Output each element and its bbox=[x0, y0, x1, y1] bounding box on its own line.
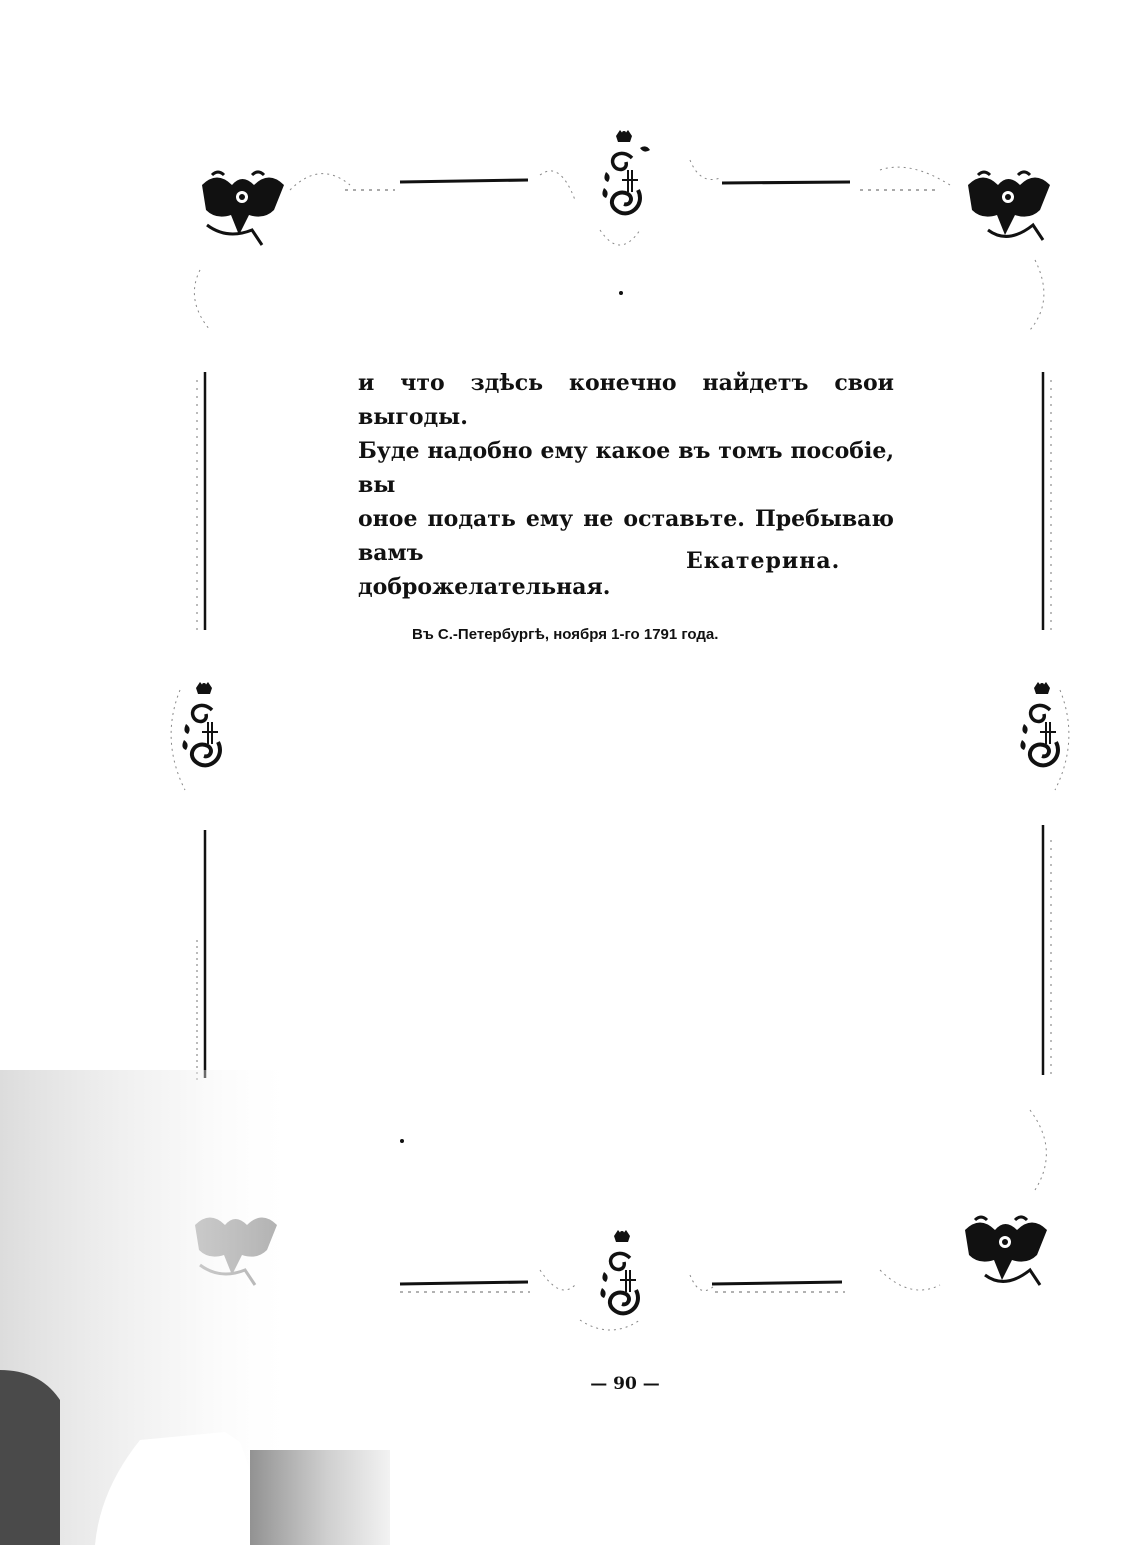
double-headed-eagle-icon bbox=[958, 165, 1058, 255]
crowned-monogram-icon bbox=[1010, 680, 1074, 780]
place-date: Въ С.-Петербургѣ, ноября 1-го 1791 года. bbox=[412, 626, 719, 643]
letter-line: Буде надобно ему какое въ томъ пособіе, вы bbox=[358, 438, 894, 498]
double-headed-eagle-icon bbox=[192, 165, 292, 255]
crowned-monogram-icon bbox=[592, 128, 656, 228]
scan-shadow bbox=[0, 1070, 400, 1545]
double-headed-eagle-icon bbox=[955, 1210, 1055, 1300]
letter-line: доброжелательная. bbox=[358, 574, 611, 600]
letter-line: и что здѣсь конечно найдетъ свои выгоды. bbox=[358, 370, 894, 430]
page-number: — 90 — bbox=[590, 1374, 660, 1394]
letter-line: оное подать ему не оставьте. Пребываю вамъ bbox=[358, 506, 894, 566]
crowned-monogram-icon bbox=[590, 1228, 654, 1328]
signature: Екатерина. bbox=[686, 548, 841, 574]
crowned-monogram-icon bbox=[172, 680, 236, 780]
